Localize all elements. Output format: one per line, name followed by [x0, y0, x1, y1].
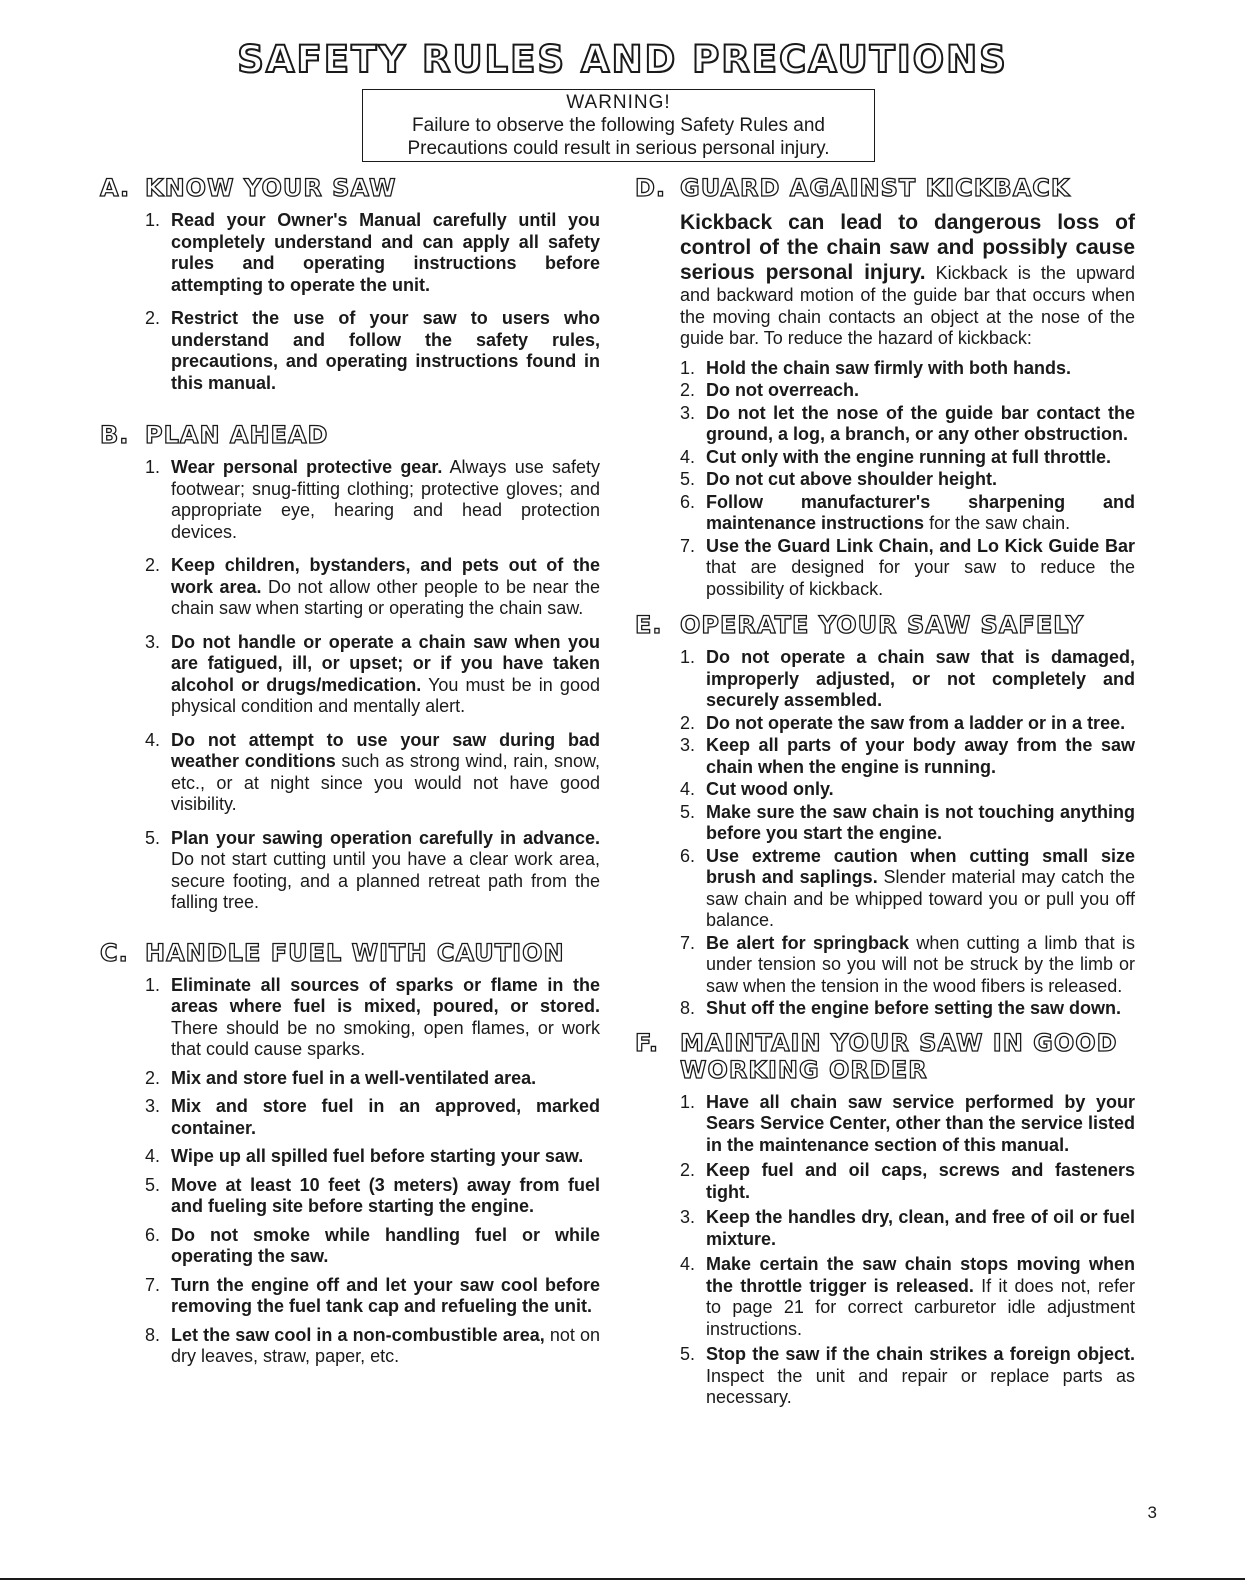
item-body [171, 632, 600, 718]
item-number: 3. [680, 402, 696, 423]
list-item [680, 933, 1135, 998]
list-item [680, 735, 1135, 778]
item-body [171, 555, 600, 620]
item-bold-text: Let the saw cool in a non-combustible area, [171, 1324, 545, 1345]
item-bold-text: Stop the saw if the chain strikes a foreign object. [706, 1344, 1135, 1364]
item-number: 3. [145, 631, 161, 652]
item-text: There should be no smoking, open flames, or work that could cause sparks. [171, 1017, 600, 1059]
item-body [706, 933, 1135, 998]
item-number: 7. [145, 1274, 161, 1295]
item-body [706, 403, 1135, 446]
section-letter: B. [100, 421, 130, 449]
item-text: If it does not, refer to page 21 for correct carburetor idle adjustment instructions. [706, 1275, 1135, 1339]
item-bold-text: Keep children, bystanders, and pets out of the work area. [171, 555, 600, 597]
section-title: OPERATE YOUR SAW SAFELY [680, 611, 1085, 639]
section-heading [100, 422, 600, 449]
item-number: 2. [145, 1067, 161, 1088]
item-body [171, 1146, 600, 1168]
item-body [706, 447, 1135, 469]
item-bold-text: Keep all parts of your body away from the saw chain when the engine is running. [706, 735, 1135, 777]
item-body [706, 846, 1135, 932]
list-item [680, 1344, 1135, 1409]
list-item [680, 469, 1135, 491]
right-column [635, 175, 1135, 1413]
item-body [706, 802, 1135, 845]
item-bold-text: Move at least 10 feet (3 meters) away from fuel and fueling site before starting the engine. [171, 1174, 600, 1216]
item-bold-text: Read your Owner's Manual carefully until you completely understand and can apply all safety rules and operating instructions before attempting to operate the unit. [171, 210, 600, 295]
item-number: 4. [680, 779, 696, 799]
list-item [145, 1175, 600, 1218]
list-item [145, 1096, 600, 1139]
item-number: 4. [680, 1254, 696, 1274]
item-text: Inspect the unit and repair or replace parts as necessary. [706, 1365, 1135, 1407]
item-body [171, 1175, 600, 1218]
item-bold-text: Cut only with the engine running at full throttle. [706, 446, 1111, 467]
list-item [680, 1092, 1135, 1157]
item-number: 2. [145, 308, 161, 328]
list-item [680, 1254, 1135, 1340]
item-body [706, 1344, 1135, 1409]
item-number: 1. [145, 210, 161, 230]
item-number: 7. [680, 932, 696, 953]
list-item [145, 828, 600, 914]
list-item [680, 1207, 1135, 1250]
item-number: 8. [145, 1324, 161, 1345]
warning-heading: WARNING! [566, 92, 671, 113]
item-bold-text: Use extreme caution when cutting small size brush and saplings. [706, 845, 1135, 887]
item-text: when cutting a limb that is under tension so you will not be struck by the limb or saw when the tension in the wood fibers is released. [706, 932, 1135, 996]
warning-line-1: Failure to observe the following Safety Rules and [412, 115, 825, 136]
item-bold-text: Make certain the saw chain stops moving when the throttle trigger is released. [706, 1254, 1135, 1296]
item-list [635, 647, 1135, 1020]
item-number: 6. [680, 845, 696, 866]
item-body [706, 735, 1135, 778]
list-item [680, 779, 1135, 801]
item-bold-text: Do not operate the saw from a ladder or in a tree. [706, 712, 1126, 733]
item-number: 5. [680, 1344, 696, 1364]
list-item [145, 975, 600, 1061]
section-heading [100, 940, 600, 967]
list-item [680, 846, 1135, 932]
item-number: 3. [680, 735, 696, 755]
item-bold-text: Do not let the nose of the guide bar contact the ground, a log, a branch, or any other obstruction. [706, 402, 1135, 444]
list-item [680, 536, 1135, 601]
item-bold-text: Do not attempt to use your saw during bad weather conditions [171, 729, 600, 771]
item-body [706, 1207, 1135, 1250]
item-body [171, 1275, 600, 1318]
item-number: 1. [680, 357, 696, 378]
list-item [680, 492, 1135, 535]
list-item [680, 647, 1135, 712]
section-letter: D. [635, 174, 667, 202]
item-body [171, 457, 600, 543]
item-text: Slender material may catch the saw chain and be whipped toward you or pull you off balance. [706, 867, 1135, 930]
item-bold-text: Plan your sawing operation carefully in advance. [171, 827, 600, 848]
item-list [635, 1092, 1135, 1409]
item-number: 2. [145, 555, 161, 575]
item-body [706, 380, 1135, 402]
list-item [145, 210, 600, 296]
item-bold-text: Do not cut above shoulder height. [706, 469, 998, 489]
item-body [706, 1160, 1135, 1203]
list-item [145, 308, 600, 394]
item-bold-text: Do not handle or operate a chain saw when you are fatigued, ill, or upset; or if you have taken alcohol or drugs/medication. [171, 631, 600, 695]
item-body [171, 828, 600, 914]
section-d [635, 175, 1135, 600]
section-title: MAINTAIN YOUR SAW IN GOOD WORKING ORDER [680, 1028, 1118, 1084]
item-number: 5. [680, 469, 696, 489]
item-body [706, 469, 1135, 491]
item-body [171, 1096, 600, 1139]
section-title: PLAN AHEAD [145, 421, 329, 449]
kickback-intro-lead: Kickback can lead to dangerous loss of control of the chain saw and possibly cause serious personal injury. [680, 211, 1135, 284]
item-bold-text: Keep fuel and oil caps, screws and fasteners tight. [706, 1160, 1135, 1202]
section-title: KNOW YOUR SAW [145, 174, 397, 202]
warning-box [362, 89, 875, 162]
item-number: 5. [680, 801, 696, 822]
item-bold-text: Wear personal protective gear. [171, 457, 443, 477]
item-body [171, 210, 600, 296]
section-b [100, 422, 600, 914]
item-bold-text: Cut wood only. [706, 779, 834, 799]
item-text: such as strong wind, rain, snow, etc., or at night since you would not have good visibility. [171, 751, 600, 814]
warning-line-2: Precautions could result in serious personal injury. [407, 138, 830, 159]
item-text: for the saw chain. [929, 513, 1071, 533]
item-number: 1. [680, 647, 696, 667]
item-bold-text: Shut off the engine before setting the saw down. [706, 998, 1122, 1018]
item-bold-text: Follow manufacturer's sharpening and maintenance instructions [706, 491, 1135, 533]
item-number: 3. [145, 1096, 161, 1116]
list-item [680, 403, 1135, 446]
item-bold-text: Make sure the saw chain is not touching anything before you start the engine. [706, 801, 1135, 843]
section-title: GUARD AGAINST KICKBACK [680, 174, 1071, 202]
section-letter: C. [100, 938, 129, 967]
item-body [706, 713, 1135, 735]
item-body [706, 536, 1135, 601]
item-number: 4. [145, 1146, 161, 1166]
kickback-intro [635, 210, 1135, 350]
list-item [145, 555, 600, 620]
list-item [680, 1160, 1135, 1203]
item-text: Do not allow other people to be near the chain saw when starting or operating the chain saw. [171, 576, 600, 618]
list-item [680, 713, 1135, 735]
list-item [680, 358, 1135, 380]
item-number: 2. [680, 1160, 696, 1180]
item-bold-text: Turn the engine off and let your saw cool before removing the fuel tank cap and refueling the unit. [171, 1274, 600, 1316]
page-title: SAFETY RULES AND PRECAUTIONS [237, 38, 1008, 81]
list-item [145, 1068, 600, 1090]
item-text: not on dry leaves, straw, paper, etc. [171, 1324, 600, 1366]
list-item [145, 1225, 600, 1268]
item-number: 1. [680, 1091, 696, 1112]
item-number: 5. [145, 827, 161, 848]
item-body [706, 1254, 1135, 1340]
section-c [100, 940, 600, 1368]
list-item [145, 730, 600, 816]
item-body [171, 1068, 600, 1090]
list-item [680, 802, 1135, 845]
item-text: You must be in good physical condition and mentally alert. [171, 674, 600, 716]
section-letter: F. [635, 1028, 659, 1057]
item-bold-text: Hold the chain saw firmly with both hands. [706, 357, 1072, 378]
item-number: 4. [145, 729, 161, 750]
bottom-rule [0, 1578, 1245, 1580]
section-heading [100, 175, 600, 202]
item-number: 1. [145, 457, 161, 477]
item-number: 1. [145, 974, 161, 995]
item-bold-text: Be alert for springback [706, 932, 909, 953]
item-bold-text: Do not overreach. [706, 380, 860, 400]
section-a [100, 175, 600, 394]
item-text: Do not start cutting until you have a clear work area, secure footing, and a planned retreat path from the falling tree. [171, 849, 600, 912]
item-bold-text: Have all chain saw service performed by your Sears Service Center, other than the service listed in the maintenance section of this manual. [706, 1091, 1135, 1155]
list-item [680, 380, 1135, 402]
item-bold-text: Use the Guard Link Chain, and Lo Kick Guide Bar [706, 535, 1135, 556]
item-body [171, 975, 600, 1061]
item-bold-text: Do not smoke while handling fuel or while operating the saw. [171, 1224, 600, 1266]
item-number: 6. [680, 491, 696, 512]
item-number: 8. [680, 998, 696, 1018]
item-list [635, 358, 1135, 601]
item-body [706, 779, 1135, 801]
item-number: 3. [680, 1207, 696, 1227]
item-body [171, 1225, 600, 1268]
list-item [145, 1146, 600, 1168]
item-body [706, 998, 1135, 1020]
kickback-intro-text: Kickback is the upward and backward motion of the guide bar that occurs when the moving chain contacts an object at the nose of the guide bar. To reduce the hazard of kickback: [680, 263, 1135, 348]
item-body [171, 730, 600, 816]
item-body [171, 308, 600, 394]
item-body [706, 492, 1135, 535]
section-letter: A. [100, 174, 131, 202]
page-number: 3 [1147, 1503, 1157, 1522]
item-bold-text: Eliminate all sources of sparks or flame in the areas where fuel is mixed, poured, or stored. [171, 974, 600, 1016]
list-item [680, 447, 1135, 469]
item-bold-text: Keep the handles dry, clean, and free of oil or fuel mixture. [706, 1207, 1135, 1249]
section-e [635, 612, 1135, 1020]
item-number: 6. [145, 1224, 161, 1245]
item-bold-text: Mix and store fuel in an approved, marked container. [171, 1096, 600, 1138]
item-text: that are designed for your saw to reduce the possibility of kickback. [706, 557, 1135, 599]
item-number: 5. [145, 1174, 161, 1195]
item-bold-text: Wipe up all spilled fuel before starting your saw. [171, 1146, 584, 1166]
list-item [145, 632, 600, 718]
section-heading [635, 175, 1135, 202]
section-letter: E. [635, 611, 663, 639]
item-list [100, 457, 600, 914]
item-number: 4. [680, 446, 696, 467]
item-number: 2. [680, 380, 696, 400]
item-number: 2. [680, 712, 696, 733]
list-item [145, 457, 600, 543]
list-item [145, 1325, 600, 1368]
item-number: 7. [680, 535, 696, 556]
item-bold-text: Restrict the use of your saw to users who understand and follow the safety rules, precautions, and operating instructions found in this manual. [171, 308, 600, 393]
item-list [100, 210, 600, 394]
item-body [706, 358, 1135, 380]
item-body [706, 647, 1135, 712]
section-f [635, 1030, 1135, 1409]
item-body [706, 1092, 1135, 1157]
section-title: HANDLE FUEL WITH CAUTION [145, 938, 565, 967]
list-item [680, 998, 1135, 1020]
list-item [145, 1275, 600, 1318]
section-heading [635, 1030, 1135, 1084]
section-heading [635, 612, 1135, 639]
item-body [171, 1325, 600, 1368]
item-list [100, 975, 600, 1368]
item-bold-text: Mix and store fuel in a well-ventilated area. [171, 1067, 537, 1088]
item-text: Always use safety footwear; snug-fitting clothing; protective gloves; and appropriate eye, hearing and head protection devices. [171, 457, 600, 542]
item-bold-text: Do not operate a chain saw that is damaged, improperly adjusted, or not completely and securely assembled. [706, 647, 1135, 710]
left-column [100, 175, 600, 1375]
